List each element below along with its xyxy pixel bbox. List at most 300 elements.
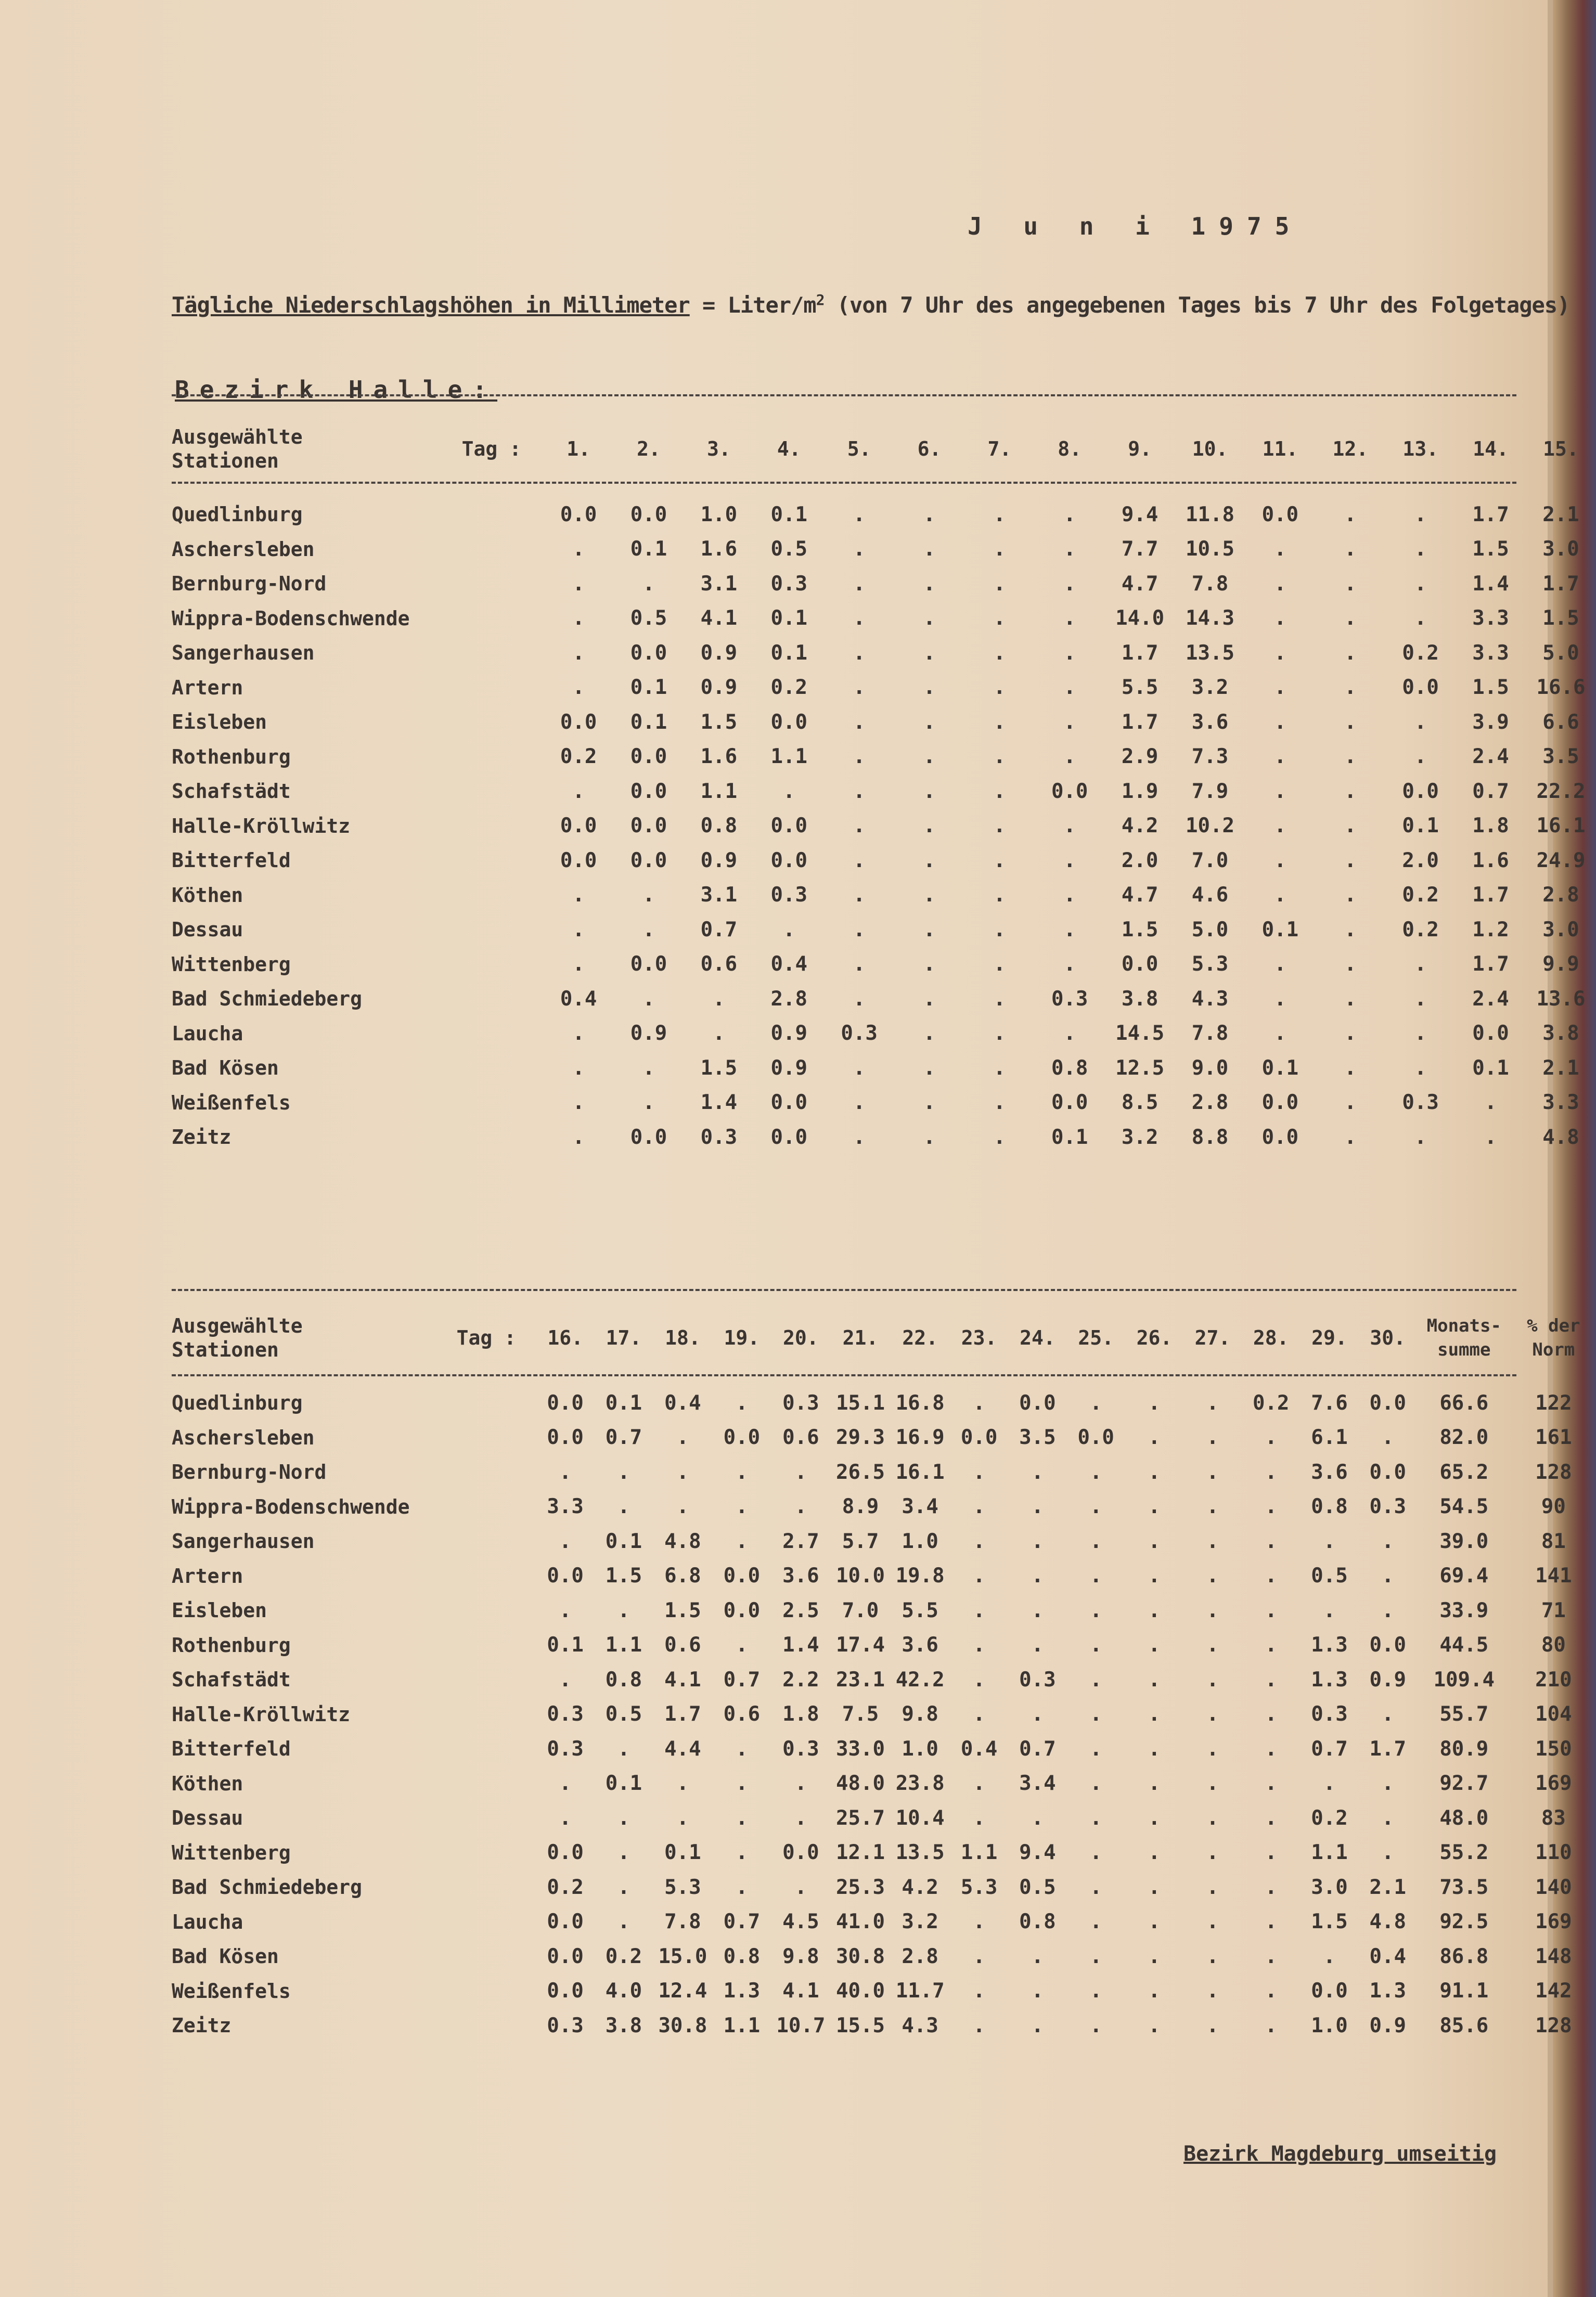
percent-of-norm-value: 80 [1541, 1633, 1566, 1657]
day-column-header: 6. [917, 437, 942, 460]
station-row [172, 912, 1596, 947]
precipitation-value: 0.9 [1369, 1668, 1406, 1692]
precipitation-value: . [1323, 1772, 1336, 1796]
station-name: Artern [172, 1564, 243, 1588]
monthly-sum-value: 82.0 [1439, 1426, 1489, 1450]
precipitation-value: . [1206, 1633, 1219, 1657]
precipitation-value: . [923, 1056, 936, 1080]
percent-of-norm-value: 122 [1535, 1391, 1572, 1415]
precipitation-value: 13.6 [1536, 987, 1586, 1011]
precipitation-value: 15.5 [836, 2014, 885, 2037]
precipitation-value: . [1206, 1564, 1219, 1588]
precipitation-value: 3.3 [1542, 1091, 1579, 1115]
precipitation-value: 0.0 [560, 502, 597, 526]
precipitation-value: . [923, 676, 936, 700]
precipitation-value: 1.4 [782, 1633, 819, 1657]
spacer-cell [440, 1016, 544, 1051]
precipitation-value: . [923, 641, 936, 665]
spacer-cell [436, 1836, 536, 1870]
precipitation-value: 9.4 [1121, 502, 1159, 526]
precipitation-value: 1.3 [1311, 1633, 1348, 1657]
percent-of-norm-header: % der Norm [1527, 1315, 1580, 1360]
precipitation-value: . [713, 1022, 725, 1046]
precipitation-value: . [1148, 1979, 1161, 2003]
precipitation-value: 1.7 [1472, 502, 1509, 526]
precipitation-value: . [1274, 883, 1286, 907]
spacer-cell [440, 497, 544, 532]
precipitation-value: . [1484, 1091, 1497, 1115]
precipitation-value: 16.6 [1536, 676, 1586, 700]
precipitation-value: 3.6 [1191, 710, 1229, 734]
precipitation-value: 0.1 [605, 1772, 642, 1796]
precipitation-value: 3.1 [700, 883, 738, 907]
station-row [172, 601, 1596, 636]
precipitation-value: . [973, 1633, 985, 1657]
precipitation-value: 0.1 [770, 502, 807, 526]
precipitation-value: 3.0 [1542, 918, 1579, 941]
precipitation-value: 5.3 [1191, 952, 1229, 976]
precipitation-value: 0.9 [1369, 2014, 1406, 2037]
precipitation-value: 6.6 [1542, 710, 1579, 734]
precipitation-value: . [794, 1772, 807, 1796]
precipitation-value: 1.1 [1311, 1841, 1348, 1865]
precipitation-value: . [993, 987, 1006, 1011]
spacer-cell [436, 2008, 536, 2043]
spacer-cell [440, 809, 544, 844]
precipitation-value: . [1148, 1460, 1161, 1484]
spacer-cell [436, 1766, 536, 1801]
precipitation-value: . [1344, 779, 1357, 803]
precipitation-value: 0.6 [723, 1702, 761, 1726]
precipitation-value: . [1274, 952, 1286, 976]
monthly-sum-value: 48.0 [1439, 1806, 1489, 1830]
day-column-header: 11. [1262, 437, 1298, 460]
precipitation-value: . [993, 848, 1006, 872]
spacer-cell [436, 1870, 536, 1905]
precipitation-value: . [1063, 537, 1076, 561]
precipitation-value: . [642, 572, 655, 596]
precipitation-value: . [973, 1564, 985, 1588]
precipitation-value: . [1382, 1806, 1394, 1830]
precipitation-value: . [1265, 1875, 1277, 1899]
precipitation-value: 1.5 [1472, 537, 1509, 561]
precipitation-value: 5.0 [1542, 641, 1579, 665]
precipitation-value: 4.3 [1191, 987, 1229, 1011]
day-column-header: 7. [987, 437, 1012, 460]
station-name: Wittenberg [172, 1841, 291, 1864]
precipitation-value: 0.0 [1051, 779, 1088, 803]
precipitation-value: . [1031, 1979, 1044, 2003]
precipitation-value: . [1089, 1598, 1102, 1622]
precipitation-value: 3.0 [1542, 537, 1579, 561]
monthly-sum-value: 92.5 [1439, 1910, 1489, 1934]
precipitation-value: 9.8 [902, 1702, 938, 1726]
precipitation-value: 0.9 [700, 676, 738, 700]
precipitation-value: . [1382, 1426, 1394, 1450]
precipitation-value: . [853, 710, 866, 734]
spacer-cell [440, 705, 544, 740]
precipitation-value: 2.1 [1542, 502, 1579, 526]
precipitation-value: 7.8 [1191, 1022, 1229, 1046]
district-title: Bezirk Halle: [175, 376, 498, 404]
precipitation-value: . [1063, 1022, 1076, 1046]
precipitation-value: 0.0 [547, 1944, 584, 1968]
precipitation-value: 0.6 [664, 1633, 701, 1657]
station-name: Bernburg-Nord [172, 1461, 327, 1484]
station-row [172, 1870, 1596, 1905]
precipitation-value: 4.0 [605, 1979, 642, 2003]
spacer-cell [436, 1559, 536, 1594]
precipitation-value: . [1265, 1841, 1277, 1865]
precipitation-value: . [1274, 848, 1286, 872]
station-name: Wittenberg [172, 952, 291, 976]
precipitation-value: 1.5 [1542, 606, 1579, 630]
precipitation-value: . [853, 572, 866, 596]
day-column-header: 13. [1402, 437, 1438, 460]
precipitation-value: . [1148, 1391, 1161, 1415]
precipitation-value: . [617, 1460, 630, 1484]
precipitation-value: . [993, 1022, 1006, 1046]
station-row [172, 497, 1596, 532]
precipitation-value: 5.7 [842, 1529, 879, 1553]
precipitation-value: 1.0 [1311, 2014, 1348, 2037]
monthly-sum-value: 65.2 [1439, 1460, 1489, 1484]
precipitation-value: 0.0 [1262, 502, 1299, 526]
precipitation-value: . [973, 1495, 985, 1519]
monthly-sum-value: 44.5 [1439, 1633, 1489, 1657]
station-row [172, 1016, 1596, 1051]
precipitation-value: . [1344, 883, 1357, 907]
precipitation-value: 1.1 [960, 1841, 998, 1865]
day-column-header: 4. [777, 437, 801, 460]
precipitation-value: 9.9 [1542, 952, 1579, 976]
precipitation-value: . [1265, 1598, 1277, 1622]
precipitation-value: . [853, 848, 866, 872]
precipitation-value: 0.0 [547, 1979, 584, 2003]
precipitation-value: . [1089, 1668, 1102, 1692]
monthly-sum-header: Monats- summe [1426, 1315, 1501, 1360]
station-row [172, 1628, 1596, 1663]
precipitation-value: 0.1 [1472, 1056, 1509, 1080]
precipitation-value: . [993, 572, 1006, 596]
day-column-header: 9. [1128, 437, 1152, 460]
precipitation-value: . [1206, 1979, 1219, 2003]
station-name: Sangerhausen [172, 641, 315, 665]
precipitation-value: 16.1 [1536, 814, 1586, 838]
day-column-header: 15. [1543, 437, 1579, 460]
spacer-cell [440, 1086, 544, 1120]
precipitation-value: 3.8 [605, 2014, 642, 2037]
precipitation-value: 7.8 [664, 1910, 701, 1934]
station-name: Dessau [172, 1806, 243, 1830]
station-name: Bad Schmiedeberg [172, 987, 363, 1011]
precipitation-value: 1.0 [902, 1737, 938, 1761]
precipitation-value: . [1382, 1598, 1394, 1622]
station-name: Bad Kösen [172, 1945, 279, 1968]
precipitation-value: 0.0 [770, 1125, 807, 1149]
percent-of-norm-value: 161 [1535, 1426, 1572, 1450]
station-row [172, 878, 1596, 913]
monthly-sum-value: 92.7 [1439, 1772, 1489, 1796]
precipitation-value: 1.7 [1472, 952, 1509, 976]
precipitation-value: 8.5 [1121, 1091, 1159, 1115]
precipitation-value: 0.0 [770, 848, 807, 872]
precipitation-value: . [1031, 1598, 1044, 1622]
spacer-cell [436, 1939, 536, 1974]
precipitation-value: 0.2 [770, 676, 807, 700]
precipitation-value: 1.1 [723, 2014, 761, 2037]
precipitation-value: 8.9 [842, 1495, 879, 1519]
station-name: Rothenburg [172, 745, 291, 768]
precipitation-value: 25.3 [836, 1875, 885, 1899]
spacer-cell [440, 670, 544, 705]
precipitation-value: 0.7 [700, 918, 738, 941]
precipitation-value: . [1265, 1495, 1277, 1519]
precipitation-value: . [1206, 1772, 1219, 1796]
precipitation-value: . [1089, 1979, 1102, 2003]
precipitation-value: . [1148, 1910, 1161, 1934]
precipitation-value: . [642, 1091, 655, 1115]
precipitation-value: 4.6 [1191, 883, 1229, 907]
precipitation-value: 1.6 [700, 745, 738, 769]
precipitation-value: . [1063, 606, 1076, 630]
spacer-cell [440, 878, 544, 913]
precipitation-value: . [617, 1737, 630, 1761]
precipitation-value: . [1089, 1391, 1102, 1415]
precipitation-value: 4.8 [664, 1529, 701, 1553]
precipitation-value: 1.0 [902, 1529, 938, 1553]
precipitation-value: . [923, 1091, 936, 1115]
precipitation-value: 4.1 [664, 1668, 701, 1692]
precipitation-value: . [1344, 1056, 1357, 1080]
precipitation-value: . [559, 1598, 572, 1622]
precipitation-value: . [1414, 1056, 1427, 1080]
precipitation-value: . [617, 1495, 630, 1519]
station-name: Weißenfels [172, 1979, 291, 2003]
precipitation-value: 10.2 [1186, 814, 1234, 838]
precipitation-value: . [794, 1495, 807, 1519]
day-column-header: 2. [637, 437, 661, 460]
spacer-cell [440, 1051, 544, 1086]
precipitation-value: . [853, 1125, 866, 1149]
precipitation-value: . [1063, 572, 1076, 596]
precipitation-value: . [1063, 641, 1076, 665]
precipitation-value: 0.0 [1077, 1426, 1114, 1450]
precipitation-value: . [736, 1875, 748, 1899]
spacer-cell [436, 1697, 536, 1732]
station-row [172, 566, 1596, 601]
precipitation-value: . [1089, 1460, 1102, 1484]
precipitation-value: 9.8 [782, 1944, 819, 1968]
precipitation-value: 3.6 [782, 1564, 819, 1588]
precipitation-value: . [1031, 1564, 1044, 1588]
precipitation-value: . [572, 606, 585, 630]
precipitation-value: . [1274, 779, 1286, 803]
precipitation-value: . [1206, 1910, 1219, 1934]
station-row [172, 1732, 1596, 1766]
precipitation-value: . [993, 745, 1006, 769]
station-name: Köthen [172, 1772, 243, 1795]
day-column-header: 21. [842, 1326, 879, 1349]
station-row [172, 1836, 1596, 1870]
precipitation-value: . [617, 1806, 630, 1830]
station-name: Halle-Kröllwitz [172, 814, 351, 837]
precipitation-value: 0.0 [770, 710, 807, 734]
precipitation-value: 0.0 [1369, 1391, 1406, 1415]
precipitation-value: 0.4 [1369, 1944, 1406, 1968]
precipitation-value: 23.8 [895, 1772, 945, 1796]
percent-of-norm-value: 150 [1535, 1737, 1572, 1761]
precipitation-value: . [1265, 1979, 1277, 2003]
precipitation-value: . [923, 952, 936, 976]
precipitation-value: . [993, 641, 1006, 665]
precipitation-value: 0.0 [1311, 1979, 1348, 2003]
precipitation-value: 3.8 [1542, 1022, 1579, 1046]
dashed-rule [172, 394, 1516, 396]
precipitation-value: . [1274, 1022, 1286, 1046]
precipitation-value: 4.4 [664, 1737, 701, 1761]
station-row [172, 705, 1596, 740]
precipitation-value: . [1063, 848, 1076, 872]
precipitation-value: 4.1 [700, 606, 738, 630]
day-column-header: 22. [902, 1326, 938, 1349]
precipitation-value: . [1148, 1633, 1161, 1657]
precipitation-value: . [1414, 502, 1427, 526]
spacer-cell [440, 982, 544, 1016]
precipitation-value: . [923, 745, 936, 769]
precipitation-value: 0.8 [723, 1944, 761, 1968]
precipitation-value: 0.0 [1051, 1091, 1088, 1115]
precipitation-value: 0.0 [630, 814, 667, 838]
station-name: Dessau [172, 918, 243, 941]
precipitation-value: . [1265, 1426, 1277, 1450]
precipitation-value: 1.1 [700, 779, 738, 803]
day-column-header: 10. [1192, 437, 1228, 460]
precipitation-value: 1.7 [1542, 572, 1579, 596]
precipitation-value: . [572, 572, 585, 596]
precipitation-value: . [1265, 1702, 1277, 1726]
precipitation-value: . [973, 1391, 985, 1415]
precipitation-value: 0.1 [1402, 814, 1439, 838]
spacer-cell [440, 636, 544, 670]
precipitation-value: 1.7 [1472, 883, 1509, 907]
precipitation-value: . [1063, 710, 1076, 734]
day-column-header: 8. [1058, 437, 1082, 460]
precipitation-value: . [1148, 1495, 1161, 1519]
precipitation-value: 0.0 [1262, 1125, 1299, 1149]
precipitation-value: 0.1 [547, 1633, 584, 1657]
spacer-cell [440, 601, 544, 636]
precipitation-value: . [676, 1495, 689, 1519]
station-name: Weißenfels [172, 1091, 291, 1114]
precipitation-value: . [783, 779, 795, 803]
percent-of-norm-value: 169 [1535, 1772, 1572, 1796]
precipitation-value: . [1206, 1598, 1219, 1622]
precipitation-value: 7.3 [1191, 745, 1229, 769]
precipitation-value: . [736, 1460, 748, 1484]
percent-of-norm-value: 104 [1535, 1702, 1572, 1726]
precipitation-value: . [1206, 1391, 1219, 1415]
precipitation-value: 3.1 [700, 572, 738, 596]
precipitation-value: 14.5 [1115, 1022, 1165, 1046]
precipitation-value: 0.3 [1311, 1702, 1348, 1726]
station-name: Schafstädt [172, 1668, 291, 1692]
station-name: Laucha [172, 1022, 243, 1045]
precipitation-value: 0.4 [664, 1391, 701, 1415]
precipitation-value: 3.4 [1019, 1772, 1056, 1796]
precipitation-value: . [1206, 1460, 1219, 1484]
precipitation-value: . [1274, 676, 1286, 700]
precipitation-value: 1.4 [700, 1091, 738, 1115]
precipitation-value: 26.5 [836, 1460, 885, 1484]
station-row [172, 843, 1596, 878]
precipitation-value: 12.5 [1115, 1056, 1165, 1080]
precipitation-value: . [1344, 814, 1357, 838]
precipitation-value: 0.0 [630, 641, 667, 665]
precipitation-value: 23.1 [836, 1668, 885, 1692]
precipitation-value: . [1265, 1910, 1277, 1934]
spacer-cell [436, 1905, 536, 1940]
precipitation-value: 1.6 [700, 537, 738, 561]
precipitation-value: 11.7 [895, 1979, 945, 2003]
precipitation-value: 0.0 [1472, 1022, 1509, 1046]
caption-unit: = Liter/m [689, 292, 816, 318]
precipitation-value: 0.2 [560, 745, 597, 769]
precipitation-value: 0.2 [1402, 641, 1439, 665]
precipitation-value: . [783, 918, 795, 941]
monthly-sum-value: 54.5 [1439, 1495, 1489, 1519]
precipitation-value: . [973, 1772, 985, 1796]
precipitation-value: . [1031, 1944, 1044, 1968]
precipitation-value: 0.0 [1262, 1091, 1299, 1115]
precipitation-value: . [1414, 537, 1427, 561]
precipitation-value: 0.5 [770, 537, 807, 561]
precipitation-value: . [617, 1875, 630, 1899]
precipitation-value: 3.8 [1121, 987, 1159, 1011]
precipitation-value: . [1148, 1944, 1161, 1968]
station-column-header: Ausgewählte Stationen [172, 425, 303, 472]
day-column-header: 23. [961, 1326, 997, 1349]
precipitation-value: . [993, 1056, 1006, 1080]
precipitation-value: . [1274, 572, 1286, 596]
day-column-header: 1. [567, 437, 591, 460]
precipitation-value: 0.2 [1402, 918, 1439, 941]
precipitation-value: . [736, 1529, 748, 1553]
precipitation-value: . [1148, 2014, 1161, 2037]
precipitation-value: 1.6 [1472, 848, 1509, 872]
precipitation-value: . [1031, 1529, 1044, 1553]
precipitation-value: 14.3 [1186, 606, 1234, 630]
precipitation-value: . [1206, 1875, 1219, 1899]
spacer-cell [440, 1120, 544, 1155]
precipitation-value: . [1414, 1022, 1427, 1046]
precipitation-value: 11.8 [1186, 502, 1234, 526]
day-column-header: 25. [1078, 1326, 1114, 1349]
dashed-rule [172, 1289, 1516, 1291]
precipitation-value: . [1206, 1668, 1219, 1692]
precipitation-value: 7.9 [1191, 779, 1229, 803]
precipitation-value: . [736, 1633, 748, 1657]
spacer-cell [440, 947, 544, 982]
station-name: Zeitz [172, 2014, 231, 2037]
precipitation-value: 0.9 [630, 1022, 667, 1046]
caption-period: (von 7 Uhr des angegebenen Tages bis 7 Uhr des Folgetages) [824, 292, 1570, 318]
precipitation-value: . [1382, 1841, 1394, 1865]
precipitation-value: . [1063, 918, 1076, 941]
spacer-cell [436, 1490, 536, 1525]
precipitation-value: 1.5 [1311, 1910, 1348, 1934]
precipitation-value: . [1344, 987, 1357, 1011]
